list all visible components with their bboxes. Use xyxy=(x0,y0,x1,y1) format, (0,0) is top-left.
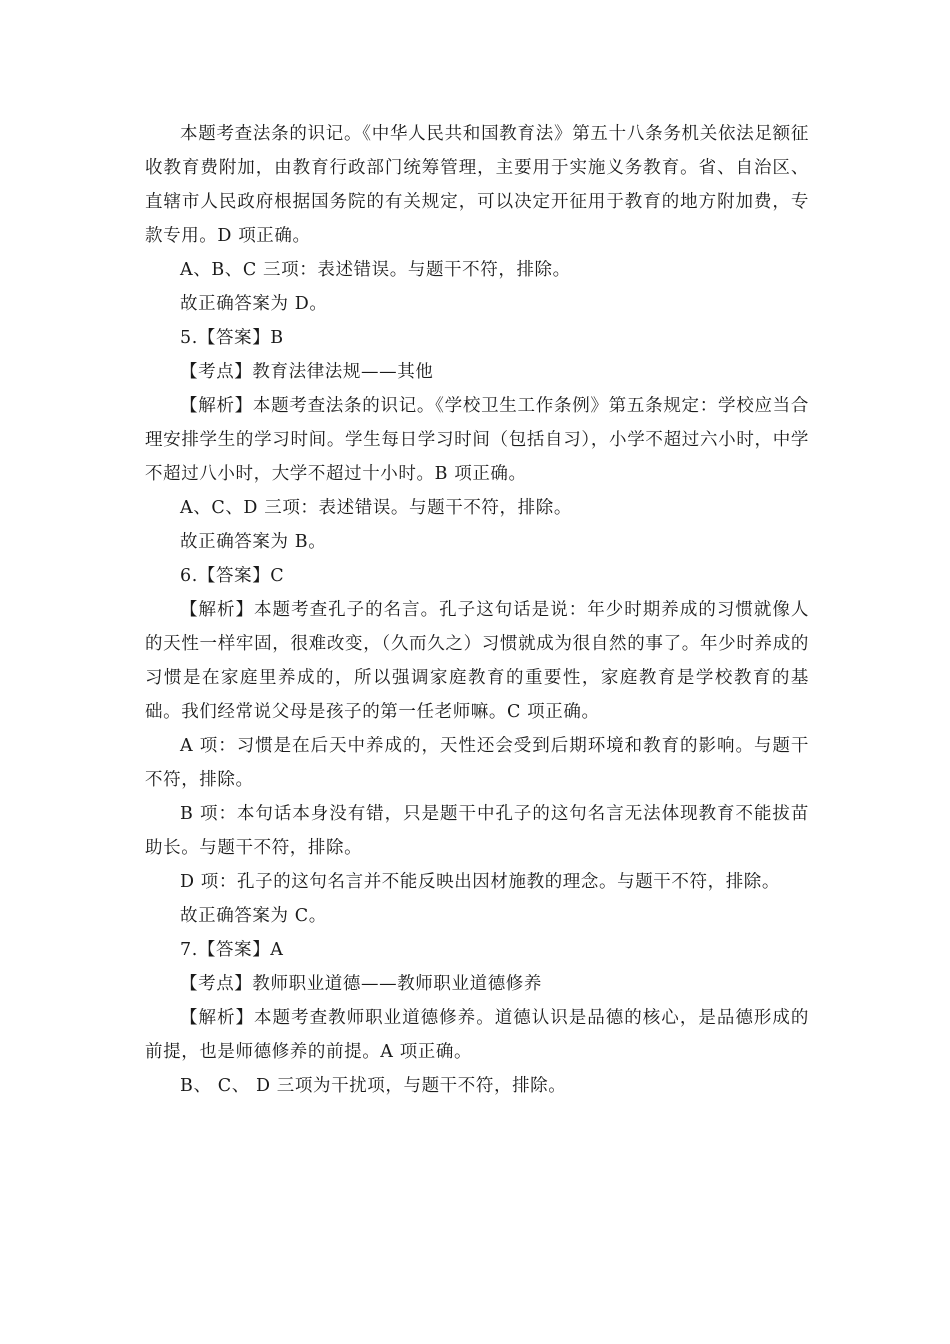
paragraph-answer-d: 故正确答案为 D。 xyxy=(180,294,328,314)
question-6-analysis: 【解析】本题考查孔子的名言。孔子这句话是说：年少时期养成的习惯就像人的天性一样牢固，很难改变，（久而久之）习惯就成为很自然的事了。年少时养成的习惯是在家庭里养成的，所以强调家庭教育的重要性，家庭教育是学校教育的基础。我们经常说父母是孩子的第一任老师嘛。C 项正确。 xyxy=(145,600,809,722)
question-6-option-a: A 项：习惯是在后天中养成的，天性还会受到后期环境和教育的影响。与题干不符，排除。 xyxy=(145,736,809,790)
question-6-final-answer: 故正确答案为 C。 xyxy=(180,906,327,926)
question-7-options-bcd: B、 C、 D 三项为干扰项，与题干不符，排除。 xyxy=(180,1076,567,1096)
question-6-option-d: D 项：孔子的这句名言并不能反映出因材施教的理念。与题干不符，排除。 xyxy=(180,872,780,892)
question-7-topic: 【考点】教师职业道德——教师职业道德修养 xyxy=(180,974,542,994)
question-5-answer: 5.【答案】B xyxy=(180,328,284,348)
paragraph-options-abc: A、B、C 三项：表述错误。与题干不符，排除。 xyxy=(180,260,571,280)
question-5-options-acd: A、C、D 三项：表述错误。与题干不符，排除。 xyxy=(180,498,572,518)
question-7-answer: 7.【答案】A xyxy=(180,940,284,960)
question-5-topic: 【考点】教育法律法规——其他 xyxy=(180,362,434,382)
question-5-analysis: 【解析】本题考查法条的识记。《学校卫生工作条例》第五条规定：学校应当合理安排学生的学习时间。学生每日学习时间（包括自习），小学不超过六小时，中学不超过八小时，大学不超过十小时。B 项正确。 xyxy=(145,396,809,484)
paragraph-law-analysis: 本题考查法条的识记。《中华人民共和国教育法》第五十八条务机关依法足额征收教育费附加，由教育行政部门统筹管理，主要用于实施义务教育。省、自治区、直辖市人民政府根据国务院的有关规定，可以决定开征用于教育的地方附加费，专款专用。D 项正确。 xyxy=(145,124,809,246)
question-6-answer: 6.【答案】C xyxy=(180,566,285,586)
question-6-option-b: B 项：本句话本身没有错，只是题干中孔子的这句名言无法体现教育不能拔苗助长。与题干不符，排除。 xyxy=(145,804,809,858)
question-5-final-answer: 故正确答案为 B。 xyxy=(180,532,327,552)
document-page xyxy=(145,117,809,1103)
question-7-analysis: 【解析】本题考查教师职业道德修养。道德认识是品德的核心，是品德形成的前提，也是师德修养的前提。A 项正确。 xyxy=(145,1008,809,1062)
